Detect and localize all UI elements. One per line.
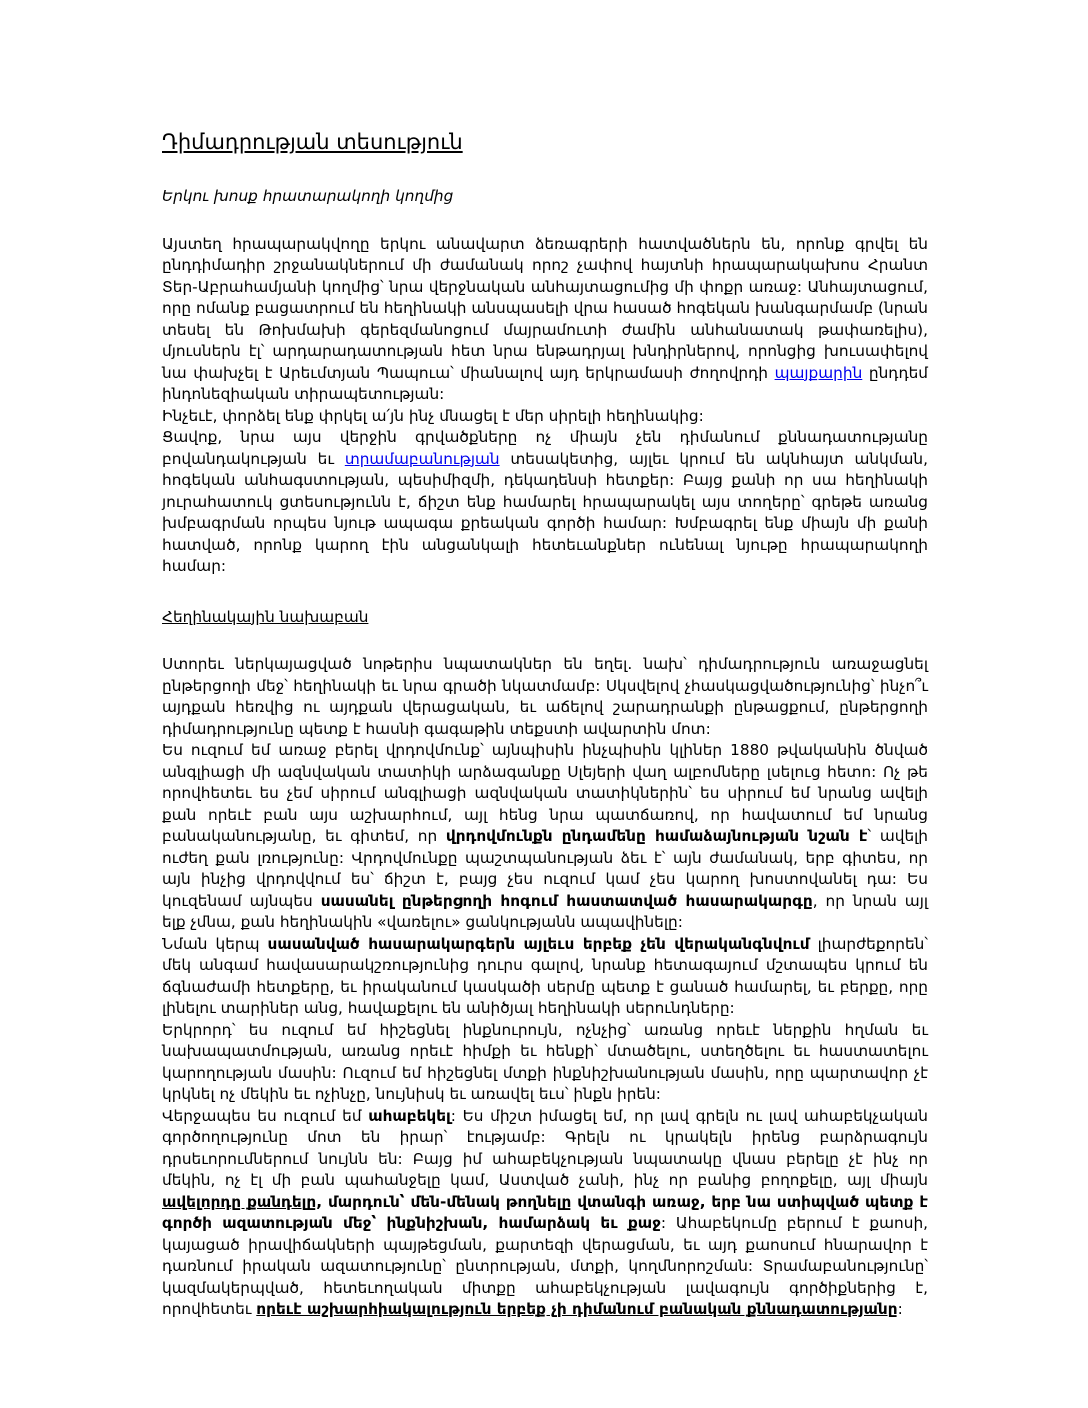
sec-p5-end: : [897, 1300, 903, 1318]
intro-p1-text-b: ընդդեմ ինդոնեզիական տիրապետության: [162, 363, 928, 403]
link-tramabanutyan[interactable]: տրամաբանության [344, 449, 500, 468]
section-title: Հեղինակային նախաբան [162, 607, 369, 626]
intro-paragraph-2: Ինչեւէ, փորձել ենք փրկել ա՛յն ինչ մնացել է մեր սիրելի հեղինակից: [162, 406, 704, 425]
sec-p2-text-a: Ես ուզում եմ առաջ բերել վրդովմունք՝ այնպիսին ինչպիսին կլիներ 1880 թվականին ծնված անգլիացի մի ազնվական տատիկի արձագանքը Սլեյերի վաղ ալբոմները լսելուց հետո: Ոչ թե որովհետեւ ես չեմ սիրում անգլիացի ազնվական տատիկներին՝ ես սիրում եմ նրանց ավելի քան որեւէ բան այս աշխարհում, այլ հենց նրա պատճառով, որ հավատում եմ նրանց բանականությանը, եւ գիտեմ, որ [162, 741, 928, 845]
document-title: Դիմադրության տեսություն [162, 130, 463, 154]
section-paragraph-2 [162, 740, 928, 934]
sec-p5-bold-end: որեւէ աշխարհիակալություն երբեք չի դիմանում բանական քննադատությանը [256, 1300, 898, 1318]
section-paragraph-5 [162, 1106, 928, 1321]
sec-p5-bold-1: ահաբեկել [368, 1106, 451, 1125]
sec-p2-text-c: , որ նրան այլ ելք չմնա, քան հեղինակին «վառելու» ցանկությանն ապավինելը: [162, 891, 929, 931]
section-paragraph-1: Ստորեւ ներկայացված նոթերիս նպատակներ են եղել. նախ՝ դիմադրություն առաջացնել ընթերցողի մեջ՝ հեղինակի եւ նրա գրածի նկատմամբ: Սկսվելով չհասկացվածությունից՝ ինչո՞ւ այդքան հեռվից ու այդքան վերացական, եւ աճելով շարադրանքի ընթացքում, ընթերցողի դիմադրությունը պետք է հասնի գագաթին տեքստի ավարտին մոտ: [162, 655, 928, 738]
section-paragraph-3 [162, 934, 928, 1020]
document-page [162, 128, 928, 1321]
intro-paragraph-3 [162, 427, 928, 578]
intro-paragraph-1 [162, 234, 928, 406]
sec-p5-bold-underlined: ավելորդը քանդելը [162, 1192, 317, 1211]
sec-p5-bold-2: , մարդուն՝ մեն-մենակ թողնելը վտանգի առաջ, երբ նա ստիպված պետք է գործի ազատության մեջ՝ ինքնիշխան, համարձակ եւ քաջ [162, 1192, 928, 1232]
sec-p5-text-a: Վերջապես ես ուզում եմ [162, 1106, 362, 1125]
sec-p3-text-b: լիարժեքորեն՝ մեկ անգամ հավասարակշռությունից դուրս գալով, նրանք հետագայում մշտապես կրում են ճգնաժամի հետքերը, եւ իրականում կասկածի սերմը պետք է ցանած համարել, եւ բերքը, որը լինելու տարիներ անց, հավաքելու են անիծյալ հեղինակի սերունդները: [162, 934, 928, 1017]
sec-p2-bold-2: սասանել ընթերցողի հոգում հաստատված հասարակարգը [320, 891, 813, 910]
sec-p5-text-c: : Ահաբեկումը բերում է քաոսի, կայացած իրավիճակների պայթեցման, քարտեզի վերացման, եւ այդ քաոսում հնարավոր է դառնում իրական ազատությունը՝ ընտրության, մտքի, կողմնորոշման: Տրամաբանությունը՝ կազմակերպված, հետեւողական միտքը ահաբեկչության լավագույն գործիքներից է, որովհետեւ [162, 1214, 929, 1318]
sec-p2-bold-1: վրդովմունքն ընդամենը համաձայնության նշան է [445, 827, 868, 845]
intro-p3-text-a: Ցավոք, նրա այս վերջին գրվածքները ոչ միայն չեն դիմանում քննադատությանը բովանդակության եւ [162, 428, 928, 468]
link-payqarin[interactable]: պայքարին [774, 363, 863, 382]
sec-p3-bold: սասանված հասարակարգերն այլեւս երբեք չեն վերականգնվում [267, 934, 810, 953]
sec-p2-text-b: ՝ ավելի ուժեղ քան լռությունը: Վրդովմունքը պաշտպանության ձեւ է՝ այն ժամանակ, երբ գիտես, որ այն ինչից վրդովվում ես՝ ճիշտ է, բայց չես ուզում կամ չես կարող խոստովանել դա: Ես կուզենամ այնպես [162, 827, 929, 910]
intro-p1-text-a: Այստեղ հրապարակվողը երկու անավարտ ձեռագրերի հատվածներն են, որոնք գրվել են ընդդիմադիր շրջանակներում մի ժամանակ որոշ չափով հայտնի հրապարակախոս Հրանտ Տեր-Աբրահամյանի կողմից՝ նրա վերջնական անհայտացումից մի փոքր առաջ: Անհայտացում, որը ոմանք բացատրում են հեղինակի անսպասելի վրա հասած հոգեկան խանգարմամբ (նրան տեսել են Թոխմախի գերեզմանոցում մայրամուտի ժամին անհանատակ թափառելիս), մյուսներն էլ՝ արդարադատության հետ նրա ենթադրյալ խնդիրներով, որոնցից խուսափելով նա փախչել է Արեւմտյան Պապուա՝ միանալով այդ երկրամասի ժողովրդի [162, 234, 928, 382]
sec-p3-text-a: Նման կերպ [162, 934, 260, 953]
document-subtitle: Երկու խոսք հրատարակողի կողմից [162, 187, 454, 205]
section-paragraph-4: Երկրորդ՝ ես ուզում եմ հիշեցնել ինքնուրույն, ոչնչից՝ առանց որեւէ ներքին հղման եւ նախապատմության, առանց որեւէ հիմքի եւ հենքի՝ մտածելու, ստեղծելու եւ հաստատելու կարողության մասին: Ուզում եմ հիշեցնել մտքի ինքնիշխանության մասին, որը պարտավոր չէ կրկնել ոչ մեկին եւ ոչինչը, նույնիսկ եւ առավել եւս՝ ինքն իրեն: [162, 1020, 928, 1103]
intro-p3-text-b: տեսակետից, այլեւ կրում են ակնհայտ անկման, հոգեկան անհագստության, պեսիմիզմի, դեկադենսի հետքեր: Բայց քանի որ սա հեղինակի յուրահատուկ ցտեսությունն է, ճիշտ ենք համարել հրապարակել այս տողերը՝ գրեթե առանց խմբագրման որպես նյութ ապագա քրեական գործի համար: Խմբագրել ենք միայն մի քանի հատված, որոնք կարող էին անցանկալի հետեւանքներ ունենալ նյութը հրապարակողի համար: [162, 449, 928, 575]
sec-p5-text-b: : Ես միշտ իմացել եմ, որ լավ գրելն ու լավ ահաբեկչական գործողությունը մոտ են իրար՝ էությամբ: Գրելն ու կրակելն իրենց բարձրագույն դրսեւորումներում նույնն են: Բայց իմ ահաբեկչության նպատակը վնաս բերելը չէ ինչ որ մեկին, ոչ էլ մի բան պահանջելը կամ, Աստված չանի, ինչ որ բանից բողոքելը, այլ միայն [162, 1106, 928, 1189]
